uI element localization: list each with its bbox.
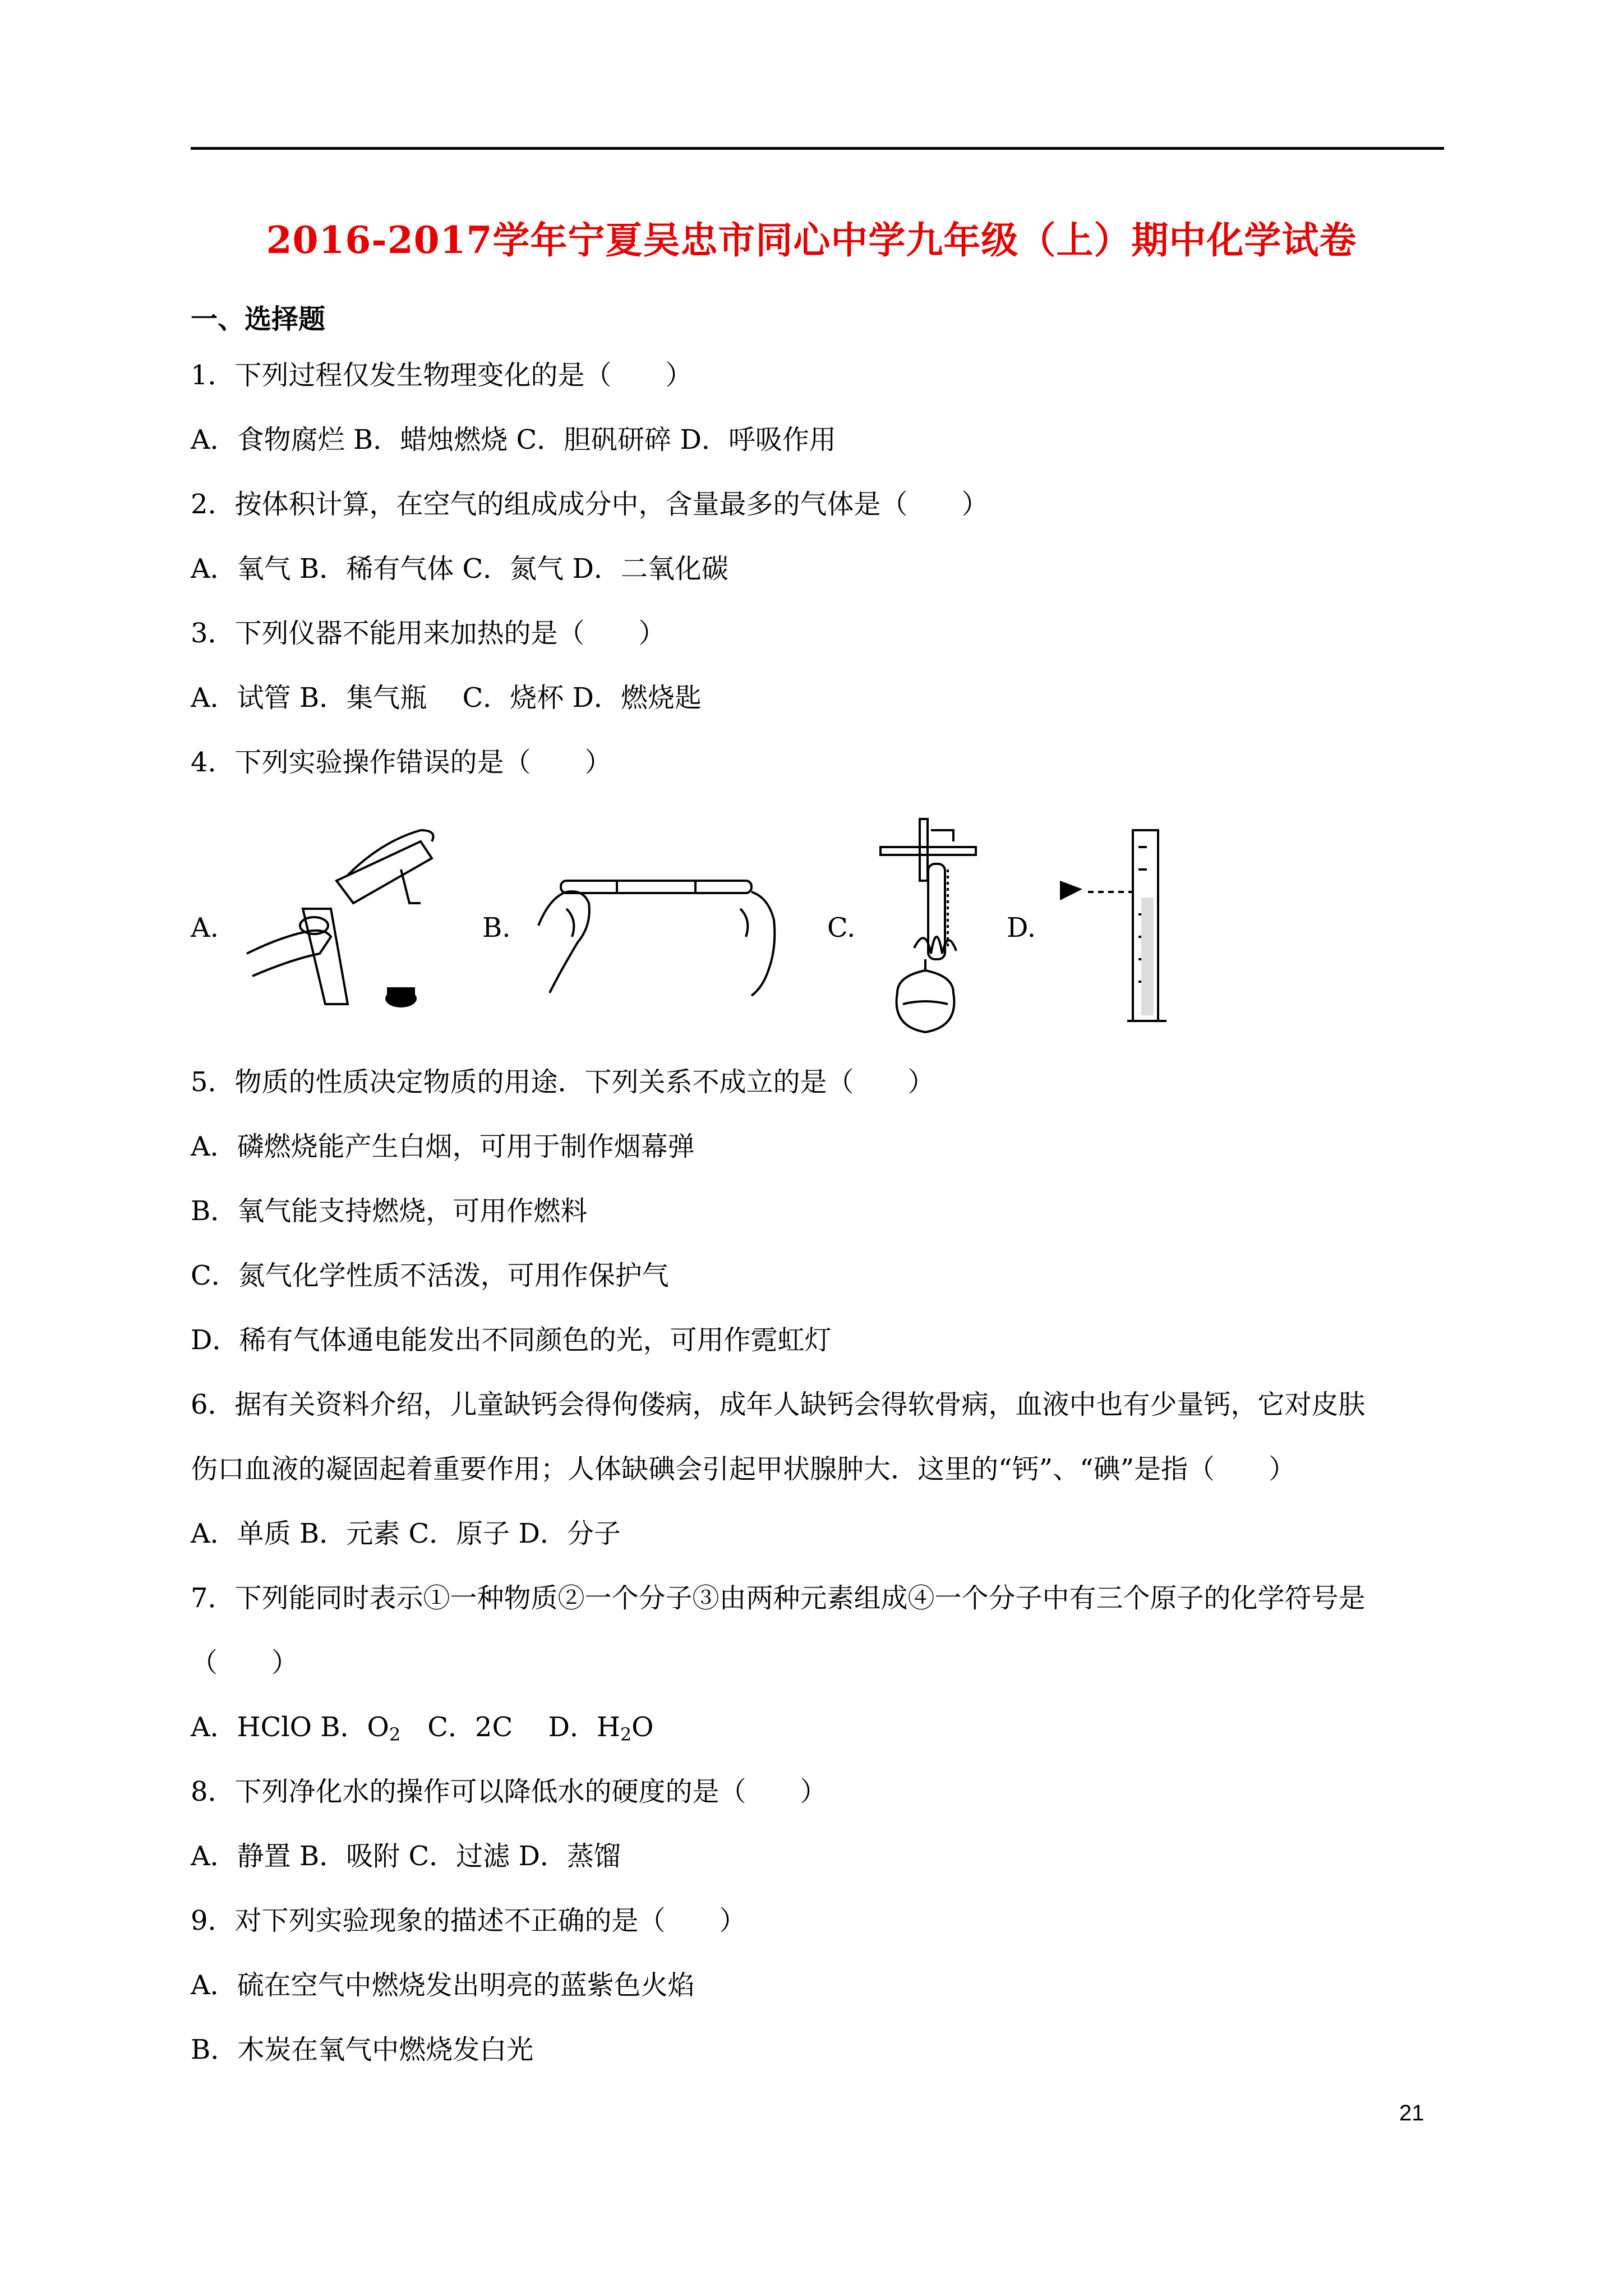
question-7-options [191,1711,654,1745]
question-7-line-1: 7．下列能同时表示①一种物质②一个分子③由两种元素组成④一个分子中有三个原子的化学符号是 [191,1582,1366,1614]
figure-label-b: B. [482,912,511,944]
question-5-option-d: D．稀有气体通电能发出不同颜色的光，可用作霓虹灯 [191,1324,832,1356]
figure-b-connecting-tubes [527,858,791,999]
question-9: 9．对下列实验现象的描述不正确的是（ ） [191,1905,746,1936]
q7-option-c-d: C．2C D．H [400,1711,620,1743]
page-number: 21 [1399,2101,1424,2125]
question-7-line-2: （ ） [191,1647,299,1678]
question-6-line-1: 6．据有关资料介绍，儿童缺钙会得佝偻病，成年人缺钙会得软骨病，血液中也有少量钙，它对皮肤 [191,1389,1366,1420]
figure-label-d: D. [1007,912,1036,944]
question-8-options: A．静置 B．吸附 C．过滤 D．蒸馏 [191,1841,621,1872]
question-9-option-a: A．硫在空气中燃烧发出明亮的蓝紫色火焰 [191,1970,695,2001]
question-5-option-b: B．氧气能支持燃烧，可用作燃料 [191,1195,588,1227]
question-6-line-2: 伤口血液的凝固起着重要作用；人体缺碘会引起甲状腺肿大．这里的“钙”、“碘”是指（ ） [191,1453,1296,1485]
q7-option-a-b: A．HClO B．O [191,1711,389,1743]
figure-d-measuring-cylinder [1054,825,1200,1027]
page-title: 2016-2017学年宁夏吴忠市同心中学九年级（上）期中化学试卷 [266,218,1357,262]
figure-label-a: A. [191,912,219,944]
question-6-options: A．单质 B．元素 C．原子 D．分子 [191,1518,621,1549]
q7-option-d-end: O [631,1711,654,1743]
section-heading: 一、选择题 [191,303,326,335]
figure-label-c: C. [827,912,856,944]
figure-c-heating-tube [864,808,987,1043]
question-1: 1．下列过程仅发生物理变化的是（ ） [191,360,693,391]
question-5-option-c: C．氮气化学性质不活泼，可用作保护气 [191,1260,669,1291]
q7-subscript-1: 2 [389,1724,401,1745]
q7-subscript-2: 2 [620,1724,632,1745]
question-2: 2．按体积计算，在空气的组成成分中，含量最多的气体是（ ） [191,489,989,520]
question-5: 5．物质的性质决定物质的用途．下列关系不成立的是（ ） [191,1066,935,1098]
question-8: 8．下列净化水的操作可以降低水的硬度的是（ ） [191,1776,827,1807]
question-5-option-a: A．磷燃烧能产生白烟，可用于制作烟幕弹 [191,1131,695,1162]
question-3-options: A．试管 B．集气瓶 C．烧杯 D．燃烧匙 [191,682,702,714]
question-3: 3．下列仪器不能用来加热的是（ ） [191,618,666,649]
question-2-options: A．氧气 B．稀有气体 C．氮气 D．二氧化碳 [191,553,728,585]
header-rule [191,147,1444,150]
question-1-options: A．食物腐烂 B．蜡烛燃烧 C．胆矾研碎 D．呼吸作用 [191,424,836,455]
question-4: 4．下列实验操作错误的是（ ） [191,747,612,778]
figure-a-pouring-liquid [236,819,449,1015]
question-9-option-b: B．木炭在氧气中燃烧发白光 [191,2034,534,2065]
